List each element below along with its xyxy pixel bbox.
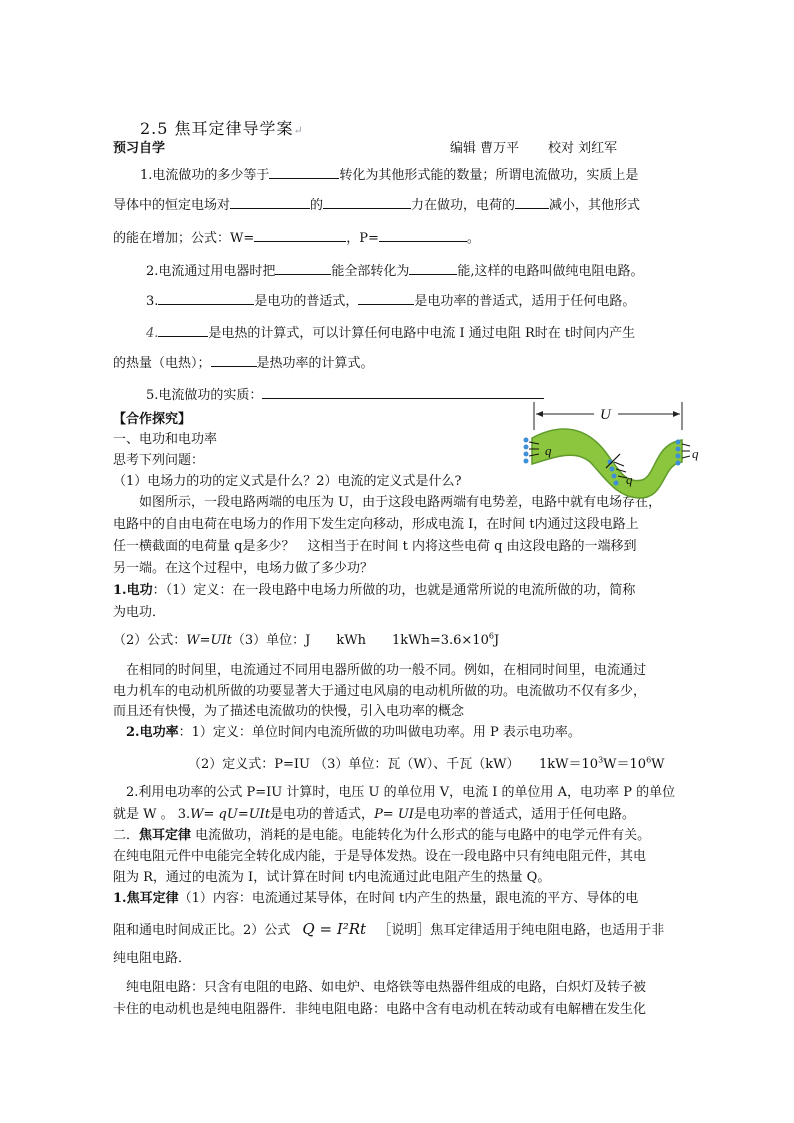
preview-q5: 5.电流做功的实质： bbox=[146, 386, 544, 405]
blank[interactable] bbox=[515, 196, 549, 209]
formula-electric-work: （2）公式：W=UIt（3）单位：J kWh $1kWh=3.6\times 10^6J$ bbox=[113, 631, 500, 648]
joule-law-line3: 纯电阻电路． bbox=[113, 951, 192, 966]
blank[interactable] bbox=[323, 196, 411, 209]
para2-line3: 而且还有快慢，为了描述电流做功的快慢，引入电功率的概念 bbox=[113, 704, 465, 719]
def-electric-work-cont: 为电功． bbox=[113, 605, 166, 620]
blank[interactable] bbox=[379, 229, 467, 242]
blank[interactable] bbox=[275, 262, 331, 275]
joule-formula: Q = I²Rt bbox=[302, 920, 367, 938]
charge-label-middle: q bbox=[626, 472, 633, 487]
para3-line1: 2.利用电功率的公式 P=IU 计算时，电压 U 的单位用 V，电流 I 的单位用 A，电功率 P 的单位 bbox=[113, 785, 676, 800]
def-electric-power: 2.电功率：1）定义：单位时间内电流所做的功叫做电功率。用 P 表示电功率。 bbox=[126, 725, 581, 740]
para2-line2: 电力机车的电动机所做的功要显著大于通过电风扇的电动机所做的功。电流做功不仅有多少， bbox=[113, 684, 647, 699]
para1-line3: 任一横截面的电荷量 q是多少？ 这相当于在时间 t 内将这些电荷 q 由这段电路的一端移到 bbox=[113, 539, 637, 554]
blank[interactable] bbox=[230, 196, 310, 209]
blank[interactable] bbox=[158, 292, 254, 305]
para1-line4: 另一端。在这个过程中，电场力做了多少功？ bbox=[113, 561, 374, 576]
para1-line1: 如图所示，一段电路两端的电压为 U，由于这段电路两端有电势差，电路中就有电场存在， bbox=[113, 495, 662, 510]
wire-diagram bbox=[514, 398, 704, 500]
charge-label-right: q bbox=[692, 446, 699, 461]
def-electric-work: 1.电功：（1）定义：在一段电路中电场力所做的功，也就是通常所说的电流所做的功，简称 bbox=[113, 583, 636, 598]
blank[interactable] bbox=[409, 262, 457, 275]
para4-line1: 在纯电阻元件中电能完全转化成内能，于是导体发热。设在一段电路中只有纯电阻元件，其电 bbox=[113, 849, 647, 864]
preview-q1-line3: 的能在增加；公式：W= ，P= 。 bbox=[113, 231, 480, 246]
blank[interactable] bbox=[358, 292, 414, 305]
wire-diagram-svg bbox=[514, 398, 704, 500]
think-prompt: 思考下列问题： bbox=[113, 453, 205, 468]
arrow-left-icon bbox=[536, 411, 543, 417]
blank[interactable] bbox=[211, 354, 257, 367]
blank[interactable] bbox=[269, 166, 339, 179]
voltage-label: U bbox=[600, 407, 611, 423]
para5-line2: 卡住的电动机也是纯电阻器件．非纯电阻电路：电路中含有电动机在转动或有电解槽在发生化 bbox=[113, 1002, 647, 1017]
preview-q1-line2: 导体中的恒定电场对 的 力在做功，电荷的 减小，其他形式 bbox=[113, 198, 641, 213]
coop-heading: 【合作探究】 bbox=[113, 412, 192, 427]
para3-line2: 就是 W 。 3.W= qU=UIt是电功的普适式，P= UI是电功率的普适式，适用于任何电路。 bbox=[113, 807, 635, 822]
joule-law-line1: 1.焦耳定律（1）内容：电流通过某导体，在时间 t内产生的热量，跟电流的平方、导体的电 bbox=[113, 891, 639, 906]
preview-q3: 3. 是电功的普适式， 是电功率的普适式，适用于任何电路。 bbox=[146, 294, 636, 309]
para2-line1: 在相同的时间里，电流通过不同用电器所做的功一般不同。例如，在相同时间里，电流通过 bbox=[113, 663, 647, 678]
joule-law-line2: 阻和通电时间成正比。2）公式 Q = I²Rt ［说明］焦耳定律适用于纯电阻电路，也适用于非 bbox=[113, 920, 665, 938]
charge-label-left: q bbox=[545, 443, 552, 458]
section-2-heading: 二．焦耳定律 电流做功，消耗的是电能。电能转化为什么形式的能与电路中的电学元件有关。 bbox=[113, 828, 651, 843]
arrow-right-icon bbox=[673, 411, 680, 417]
blank[interactable] bbox=[262, 386, 544, 399]
section-preview-label: 预习自学 bbox=[113, 141, 166, 156]
think-questions: （1）电场力的功的定义式是什么？2）电流的定义式是什么? bbox=[113, 474, 462, 489]
wire-segment bbox=[532, 429, 682, 498]
page-title: 2.5 焦耳定律导学案↵ bbox=[140, 119, 304, 138]
reviewer-credit: 校对 刘红军 bbox=[548, 141, 618, 156]
preview-q4-line1: 4. 是电热的计算式，可以计算任何电路中电流 I 通过电阻 R时在 t时间内产生 bbox=[146, 326, 636, 341]
editor-credit: 编辑 曹万平 bbox=[450, 141, 520, 156]
preview-q2: 2.电流通过用电器时把 能全部转化为 能,这样的电路叫做纯电阻电路。 bbox=[146, 264, 644, 279]
preview-q4-line2: 的热量（电热）； 是热功率的计算式。 bbox=[113, 356, 374, 371]
preview-q1-line1: 1.电流做功的多少等于 转化为其他形式能的数量；所谓电流做功，实质上是 bbox=[140, 168, 639, 183]
section-1-heading: 一、电功和电功率 bbox=[113, 432, 218, 447]
blank[interactable] bbox=[254, 229, 346, 242]
formula-electric-power: （2）定义式：P=IU （3）单位：瓦（W）、千瓦（kW） $1kW=10^3W=10^6W$ bbox=[188, 755, 665, 772]
return-mark: ↵ bbox=[293, 124, 304, 137]
blank[interactable] bbox=[158, 324, 208, 337]
para5-line1: 纯电阻电路：只含有电阻的电路、如电炉、电烙铁等电热器件组成的电路，白炽灯及转子被 bbox=[113, 980, 647, 995]
para1-line2: 电路中的自由电荷在电场力的作用下发生定向移动，形成电流 I，在时间 t内通过这段电路上 bbox=[113, 517, 639, 532]
para4-line2: 阻为 R，通过的电流为 I，试计算在时间 t内电流通过此电阻产生的热量 Q。 bbox=[113, 870, 551, 885]
